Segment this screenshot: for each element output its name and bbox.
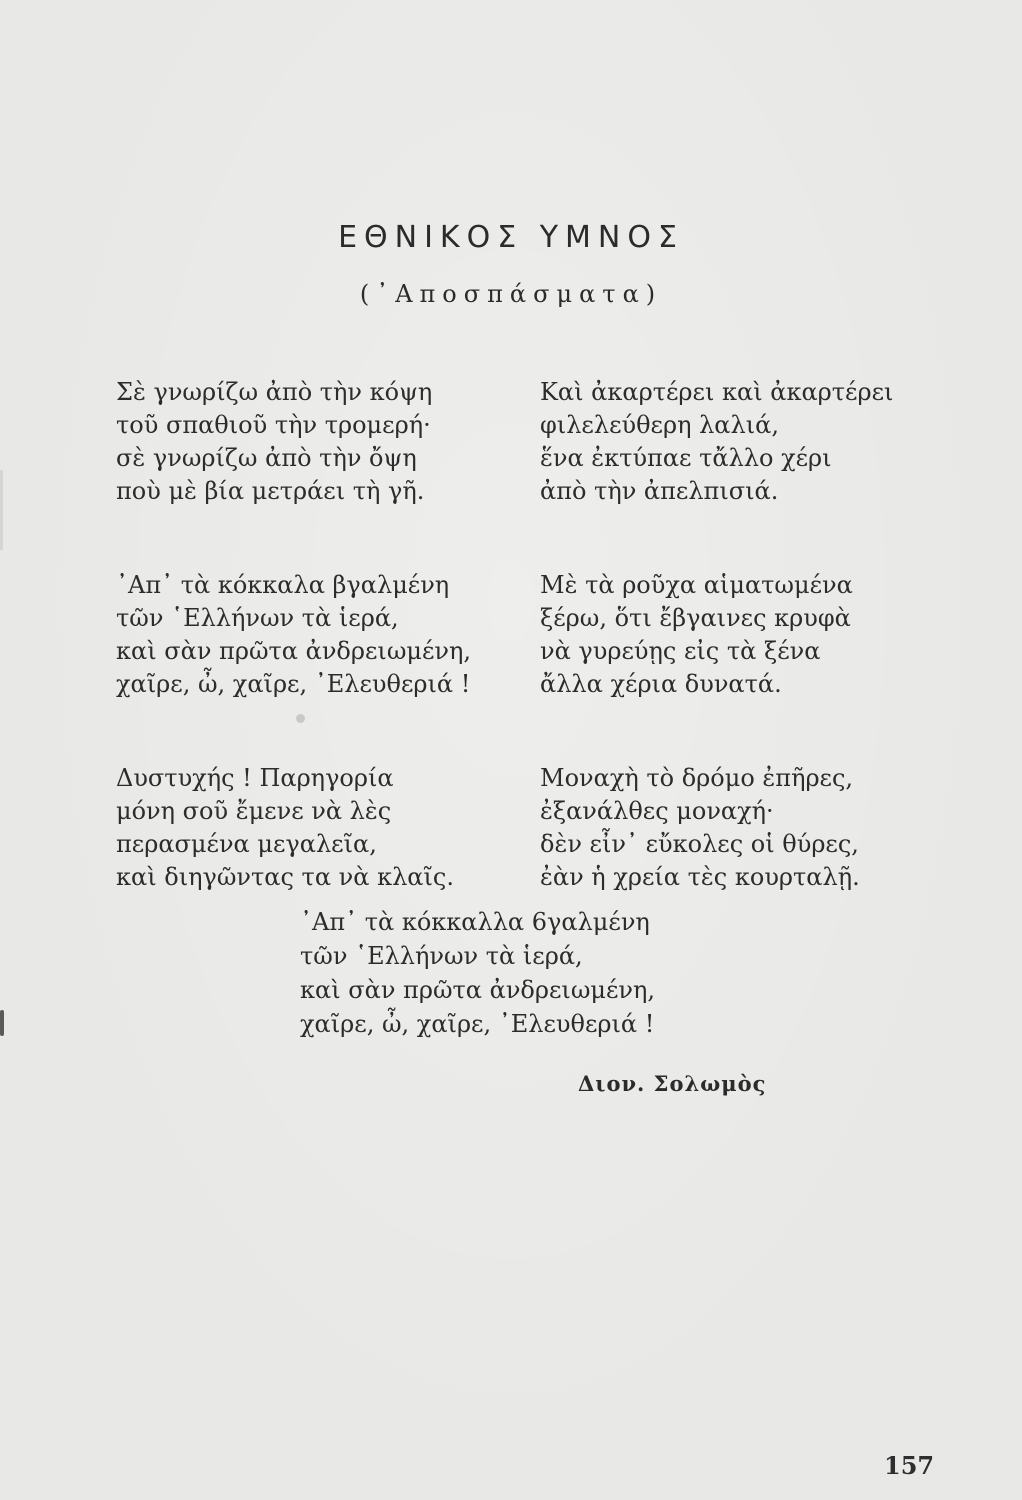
verse-line: τῶν ῾Ελλήνων τὰ ἱερά, <box>300 942 583 970</box>
poem-title: ΕΘΝΙΚΟΣ ΥΜΝΟΣ <box>338 220 684 255</box>
verse-line: Καὶ ἀκαρτέρει καὶ ἀκαρτέρει <box>540 378 894 406</box>
binding-mark <box>0 1010 4 1036</box>
stanza <box>116 376 476 508</box>
stanza <box>540 569 900 701</box>
verse-line: ξέρω, ὅτι ἔβγαινες κρυφὰ <box>540 604 851 632</box>
stanza <box>116 762 476 894</box>
verse-line: ἐξανάλθες μοναχή· <box>540 797 774 825</box>
verse-line: καὶ σὰν πρῶτα ἀνδρειωμένη, <box>300 976 656 1004</box>
verse-line: καὶ διηγῶντας τα νὰ κλαῖς. <box>116 863 454 891</box>
verse-line: τῶν ῾Ελλήνων τὰ ἱερά, <box>116 604 399 632</box>
verse-line: Μὲ τὰ ροῦχα αἱματωμένα <box>540 571 853 599</box>
verse-line: Δυστυχής ! Παρηγορία <box>116 764 394 792</box>
verse-line: ᾿Απ᾿ τὰ κόκκαλα βγαλμένη <box>116 571 450 599</box>
right-column <box>540 376 900 955</box>
verse-line: χαῖρε, ὦ, χαῖρε, ᾿Ελευθεριά ! <box>300 1010 655 1038</box>
verse-line: τοῦ σπαθιοῦ τὴν τρομερή· <box>116 411 431 439</box>
verse-line: χαῖρε, ὦ, χαῖρε, ᾿Ελευθεριά ! <box>116 670 471 698</box>
verse-line: ἕνα ἐκτύπαε τἄλλο χέρι <box>540 444 832 472</box>
verse-line: ποὺ μὲ βία μετράει τὴ γῆ. <box>116 477 425 505</box>
verse-line: Μοναχὴ τὸ δρόμο ἐπῆρες, <box>540 764 854 792</box>
poem-subtitle: (᾿Αποσπάσματα) <box>359 280 663 308</box>
verse-line: καὶ σὰν πρῶτα ἀνδρειωμένη, <box>116 637 472 665</box>
stanza <box>116 569 476 701</box>
verse-line: δὲν εἶν᾿ εὔκολες οἱ θύρες, <box>540 830 859 858</box>
verse-line: νὰ γυρεύῃς εἰς τὰ ξένα <box>540 637 821 665</box>
verse-line: ἄλλα χέρια δυνατά. <box>540 670 782 698</box>
verse-line: ἐὰν ἡ χρεία τὲς κουρταλῇ. <box>540 863 860 891</box>
verse-line: σὲ γνωρίζω ἀπὸ τὴν ὄψη <box>116 444 417 472</box>
verse-line: ἀπὸ τὴν ἀπελπισιά. <box>540 477 779 505</box>
stanza <box>540 762 900 894</box>
verse-line: φιλελεύθερη λαλιά, <box>540 411 779 439</box>
left-column <box>116 376 476 955</box>
verse-line: Σὲ γνωρίζω ἀπὸ τὴν κόψη <box>116 378 433 406</box>
page-edge-shadow <box>0 470 3 550</box>
stanza <box>540 376 900 508</box>
verse-line: περασμένα μεγαλεῖα, <box>116 830 377 858</box>
page-number: 157 <box>884 1451 935 1480</box>
verse-line: μόνη σοῦ ἔμενε νὰ λὲς <box>116 797 392 825</box>
author-signature: Διον. Σολωμὸς <box>578 1071 767 1096</box>
verse-line: ᾿Απ᾿ τὰ κόκκαλλα 6γαλμένη <box>300 908 650 936</box>
final-stanza <box>300 905 720 1041</box>
